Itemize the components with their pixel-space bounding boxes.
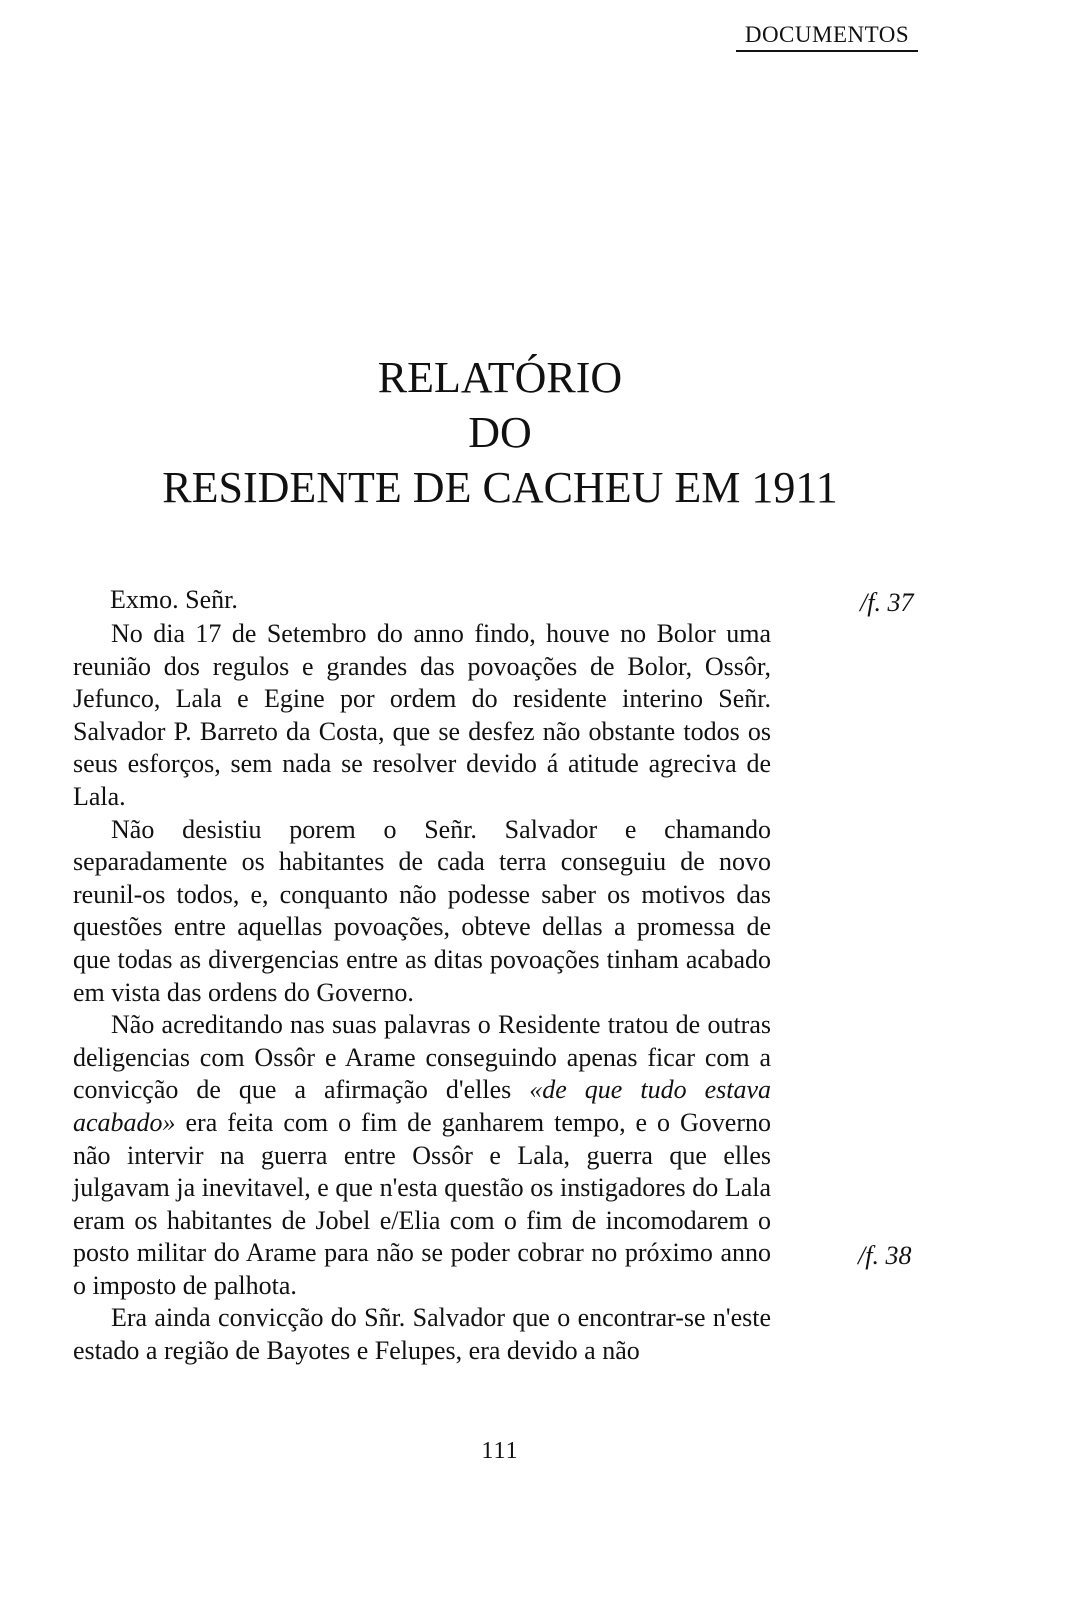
title-line-3: RESIDENTE DE CACHEU EM 1911 xyxy=(162,463,838,512)
document-title xyxy=(100,350,900,515)
paragraph-3 xyxy=(73,1009,771,1302)
paragraph-3-part-b: era feita com o fim de ganharem tempo, e o Governo não intervir na guerra entre Ossôr e Lala, guerra que elles julgavam ja inevitavel, e que n'esta questão os instigadores do Lala eram os habitantes de Jobel e/Elia com o fim de incomodarem o posto militar do Arame para não se poder cobrar no próximo anno o imposto de palhota. xyxy=(73,1107,771,1300)
folio-reference-38: /f. 38 xyxy=(858,1241,912,1270)
paragraph-3-part-a: Não acreditando nas suas palavras o Residente tratou de outras deligencias com Ossôr e Arame conseguindo apenas ficar com a convicção de que a afirmação d'elles xyxy=(73,1010,771,1105)
title-line-2: DO xyxy=(468,408,532,457)
title-line-1: RELATÓRIO xyxy=(377,353,623,402)
salutation: Exmo. Señr. xyxy=(110,585,238,614)
paragraph-3-quote: «de que tudo estava acabado» xyxy=(73,1075,771,1137)
body-text xyxy=(73,618,771,1368)
running-header: DOCUMENTOS xyxy=(736,22,918,52)
folio-reference-37: /f. 37 xyxy=(860,588,914,617)
paragraph-4: Era ainda convicção do Sñr. Salvador que o encontrar-se n'este estado a região de Bayotes e Felupes, era devido a não xyxy=(73,1303,771,1366)
page-number: 111 xyxy=(481,1438,519,1464)
paragraph-1: No dia 17 de Setembro do anno findo, houve no Bolor uma reunião dos regulos e grandes das povoações de Bolor, Ossôr, Jefunco, Lala e Egine por ordem do residente interino Señr. Salvador P. Barreto da Costa, que se desfez não obstante todos os seus esforços, sem nada se resolver devido á atitude agreciva de Lala. xyxy=(73,619,771,811)
paragraph-2: Não desistiu porem o Señr. Salvador e chamando separadamente os habitantes de cada terra conseguiu de novo reunil-os todos, e, conquanto não podesse saber os motivos das questões entre aquellas povoações, obteve dellas a promessa de que todas as divergencias entre as ditas povoações tinham acabado em vista das ordens do Governo. xyxy=(73,814,771,1007)
